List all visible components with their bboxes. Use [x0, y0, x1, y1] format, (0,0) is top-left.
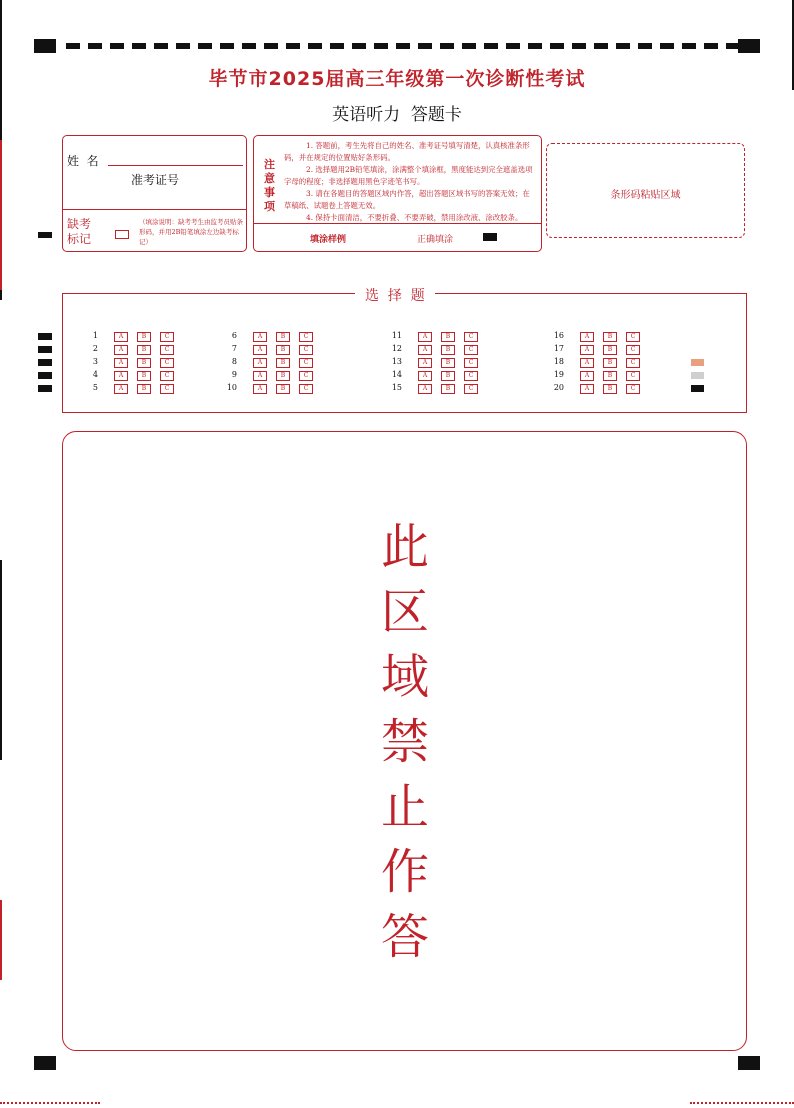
- question-number-15: 15: [391, 383, 402, 392]
- student-info-box: [62, 135, 247, 252]
- notice-line-3: 3. 请在各题目的答题区域内作答，超出答题区域书写的答案无效；在草稿纸、试题卷上答题无效。: [284, 189, 530, 210]
- timing-dash: [242, 43, 256, 49]
- question-number-9: 9: [231, 370, 237, 379]
- timing-dash: [440, 43, 454, 49]
- name-label: 姓 名: [67, 154, 99, 168]
- option-12-c[interactable]: C: [464, 345, 478, 355]
- option-18-c[interactable]: C: [626, 358, 640, 368]
- option-16-a[interactable]: A: [580, 332, 594, 342]
- option-12-b[interactable]: B: [441, 345, 455, 355]
- option-3-b[interactable]: B: [137, 358, 151, 368]
- option-1-c[interactable]: C: [160, 332, 174, 342]
- option-5-a[interactable]: A: [114, 384, 128, 394]
- fill-sample-label: 填涂样例: [310, 235, 347, 245]
- option-19-c[interactable]: C: [626, 371, 640, 381]
- timing-dash: [682, 43, 696, 49]
- option-11-b[interactable]: B: [441, 332, 455, 342]
- option-14-c[interactable]: C: [464, 371, 478, 381]
- bottom-edge-marks: [0, 1102, 100, 1104]
- calibration-swatch: [691, 372, 704, 379]
- timing-dash: [154, 43, 168, 49]
- timing-dash: [330, 43, 344, 49]
- question-number-1: 1: [92, 331, 98, 340]
- timing-dash: [88, 43, 102, 49]
- question-number-17: 17: [553, 344, 564, 353]
- notice-heading-text: 注意事项: [264, 158, 275, 213]
- timing-dash: [110, 43, 124, 49]
- option-19-b[interactable]: B: [603, 371, 617, 381]
- notice-line-2: 2. 选择题用2B铅笔填涂，涂满整个填涂框，黑度能达到完全遮盖选项字母的程度；非选择题用黑色字迹笔书写。: [284, 165, 533, 186]
- question-number-10: 10: [226, 383, 237, 392]
- option-10-c[interactable]: C: [299, 384, 313, 394]
- question-number-14: 14: [391, 370, 402, 379]
- timing-dash: [638, 43, 652, 49]
- timing-dash: [286, 43, 300, 49]
- registration-mark-top-left: [34, 39, 56, 53]
- option-4-a[interactable]: A: [114, 371, 128, 381]
- option-4-c[interactable]: C: [160, 371, 174, 381]
- question-number-12: 12: [391, 344, 402, 353]
- absent-mark-box[interactable]: [115, 230, 129, 239]
- row-timing-mark: [38, 333, 52, 340]
- option-16-b[interactable]: B: [603, 332, 617, 342]
- option-4-b[interactable]: B: [137, 371, 151, 381]
- question-number-3: 3: [92, 357, 98, 366]
- option-8-a[interactable]: A: [253, 358, 267, 368]
- option-11-a[interactable]: A: [418, 332, 432, 342]
- option-15-b[interactable]: B: [441, 384, 455, 394]
- option-19-a[interactable]: A: [580, 371, 594, 381]
- option-13-b[interactable]: B: [441, 358, 455, 368]
- option-9-b[interactable]: B: [276, 371, 290, 381]
- option-17-a[interactable]: A: [580, 345, 594, 355]
- timing-dash: [220, 43, 234, 49]
- forbidden-char: 此: [380, 519, 429, 575]
- row-timing-mark: [38, 372, 52, 379]
- barcode-label: 条形码粘贴区域: [610, 190, 681, 201]
- absent-row-mark: [38, 232, 52, 238]
- timing-dash: [396, 43, 410, 49]
- option-8-c[interactable]: C: [299, 358, 313, 368]
- absent-note: （填涂说明：缺考考生由监考员贴条形码，并用2B铅笔填涂左边缺考标记）: [139, 218, 243, 246]
- timing-dash: [264, 43, 278, 49]
- timing-dash: [308, 43, 322, 49]
- option-2-a[interactable]: A: [114, 345, 128, 355]
- question-number-20: 20: [553, 383, 564, 392]
- option-2-c[interactable]: C: [160, 345, 174, 355]
- correct-fill-sample: [483, 233, 497, 241]
- question-number-8: 8: [231, 357, 237, 366]
- option-16-c[interactable]: C: [626, 332, 640, 342]
- option-15-c[interactable]: C: [464, 384, 478, 394]
- row-timing-mark: [38, 359, 52, 366]
- option-7-c[interactable]: C: [299, 345, 313, 355]
- timing-dash: [176, 43, 190, 49]
- timing-dash: [660, 43, 674, 49]
- question-number-11: 11: [391, 331, 402, 340]
- timing-dash: [132, 43, 146, 49]
- timing-dash: [506, 43, 520, 49]
- question-number-6: 6: [231, 331, 237, 340]
- option-18-a[interactable]: A: [580, 358, 594, 368]
- exam-id-label: 准考证号: [131, 173, 180, 187]
- left-edge-red-2: [0, 900, 2, 980]
- bottom-edge-marks-right: [690, 1102, 794, 1104]
- notice-text: [284, 140, 536, 224]
- timing-dash: [572, 43, 586, 49]
- notice-divider: [254, 223, 541, 224]
- option-6-a[interactable]: A: [253, 332, 267, 342]
- option-11-c[interactable]: C: [464, 332, 478, 342]
- timing-dash: [704, 43, 718, 49]
- option-13-c[interactable]: C: [464, 358, 478, 368]
- option-13-a[interactable]: A: [418, 358, 432, 368]
- question-number-2: 2: [92, 344, 98, 353]
- option-14-a[interactable]: A: [418, 371, 432, 381]
- option-10-a[interactable]: A: [253, 384, 267, 394]
- option-10-b[interactable]: B: [276, 384, 290, 394]
- row-timing-mark: [38, 385, 52, 392]
- timing-dash: [726, 43, 740, 49]
- forbidden-char: 域: [380, 649, 429, 705]
- forbidden-char: 作: [380, 844, 429, 900]
- choice-heading: 选 择 题: [355, 285, 435, 305]
- left-edge-red: [0, 140, 2, 290]
- option-1-b[interactable]: B: [137, 332, 151, 342]
- exam-id-field[interactable]: [63, 208, 246, 210]
- notice-box: [253, 135, 542, 252]
- option-5-b[interactable]: B: [137, 384, 151, 394]
- option-20-c[interactable]: C: [626, 384, 640, 394]
- registration-mark-top-right: [738, 39, 760, 53]
- row-timing-mark: [38, 346, 52, 353]
- card-subtitle: 英语听力 答题卡: [332, 105, 462, 125]
- question-number-18: 18: [553, 357, 564, 366]
- option-5-c[interactable]: C: [160, 384, 174, 394]
- name-field[interactable]: [108, 164, 243, 166]
- option-15-a[interactable]: A: [418, 384, 432, 394]
- forbidden-char: 禁: [380, 714, 429, 770]
- question-number-4: 4: [92, 370, 98, 379]
- option-7-a[interactable]: A: [253, 345, 267, 355]
- timing-dash: [418, 43, 432, 49]
- timing-dash: [594, 43, 608, 49]
- left-edge-line-2: [0, 560, 2, 760]
- registration-mark-bottom-right: [738, 1056, 760, 1070]
- timing-dash: [484, 43, 498, 49]
- timing-dash: [462, 43, 476, 49]
- option-3-c[interactable]: C: [160, 358, 174, 368]
- option-9-c[interactable]: C: [299, 371, 313, 381]
- forbidden-char: 区: [380, 584, 429, 640]
- option-8-b[interactable]: B: [276, 358, 290, 368]
- timing-dash: [374, 43, 388, 49]
- question-number-19: 19: [553, 370, 564, 379]
- question-number-5: 5: [92, 383, 98, 392]
- timing-dash: [66, 43, 80, 49]
- option-3-a[interactable]: A: [114, 358, 128, 368]
- option-14-b[interactable]: B: [441, 371, 455, 381]
- barcode-area: [546, 143, 745, 238]
- forbidden-char: 答: [380, 909, 429, 965]
- option-12-a[interactable]: A: [418, 345, 432, 355]
- notice-line-1: 1. 答题前，考生先将自己的姓名、准考证号填写清楚，认真核准条形码，并在规定的位置贴好条形码。: [284, 141, 530, 162]
- calibration-swatch: [691, 359, 704, 366]
- option-17-c[interactable]: C: [626, 345, 640, 355]
- option-20-b[interactable]: B: [603, 384, 617, 394]
- absent-label: 缺考 标记: [67, 217, 92, 246]
- option-9-a[interactable]: A: [253, 371, 267, 381]
- exam-title: 毕节市2025届高三年级第一次诊断性考试: [208, 68, 586, 90]
- forbidden-char: 止: [380, 779, 429, 835]
- option-6-c[interactable]: C: [299, 332, 313, 342]
- calibration-swatch: [691, 385, 704, 392]
- question-number-13: 13: [391, 357, 402, 366]
- timing-dash: [528, 43, 542, 49]
- option-20-a[interactable]: A: [580, 384, 594, 394]
- option-2-b[interactable]: B: [137, 345, 151, 355]
- timing-dash: [550, 43, 564, 49]
- notice-heading: [264, 158, 276, 214]
- timing-dash: [352, 43, 366, 49]
- question-number-16: 16: [553, 331, 564, 340]
- correct-fill-label: 正确填涂: [417, 235, 454, 245]
- option-1-a[interactable]: A: [114, 332, 128, 342]
- registration-mark-bottom-left: [34, 1056, 56, 1070]
- option-6-b[interactable]: B: [276, 332, 290, 342]
- option-18-b[interactable]: B: [603, 358, 617, 368]
- timing-dash: [198, 43, 212, 49]
- notice-line-4: 4. 保持卡面清洁，不要折叠、不要弄破，禁用涂改液、涂改胶条。: [306, 213, 523, 222]
- timing-dash: [616, 43, 630, 49]
- question-number-7: 7: [231, 344, 237, 353]
- option-17-b[interactable]: B: [603, 345, 617, 355]
- option-7-b[interactable]: B: [276, 345, 290, 355]
